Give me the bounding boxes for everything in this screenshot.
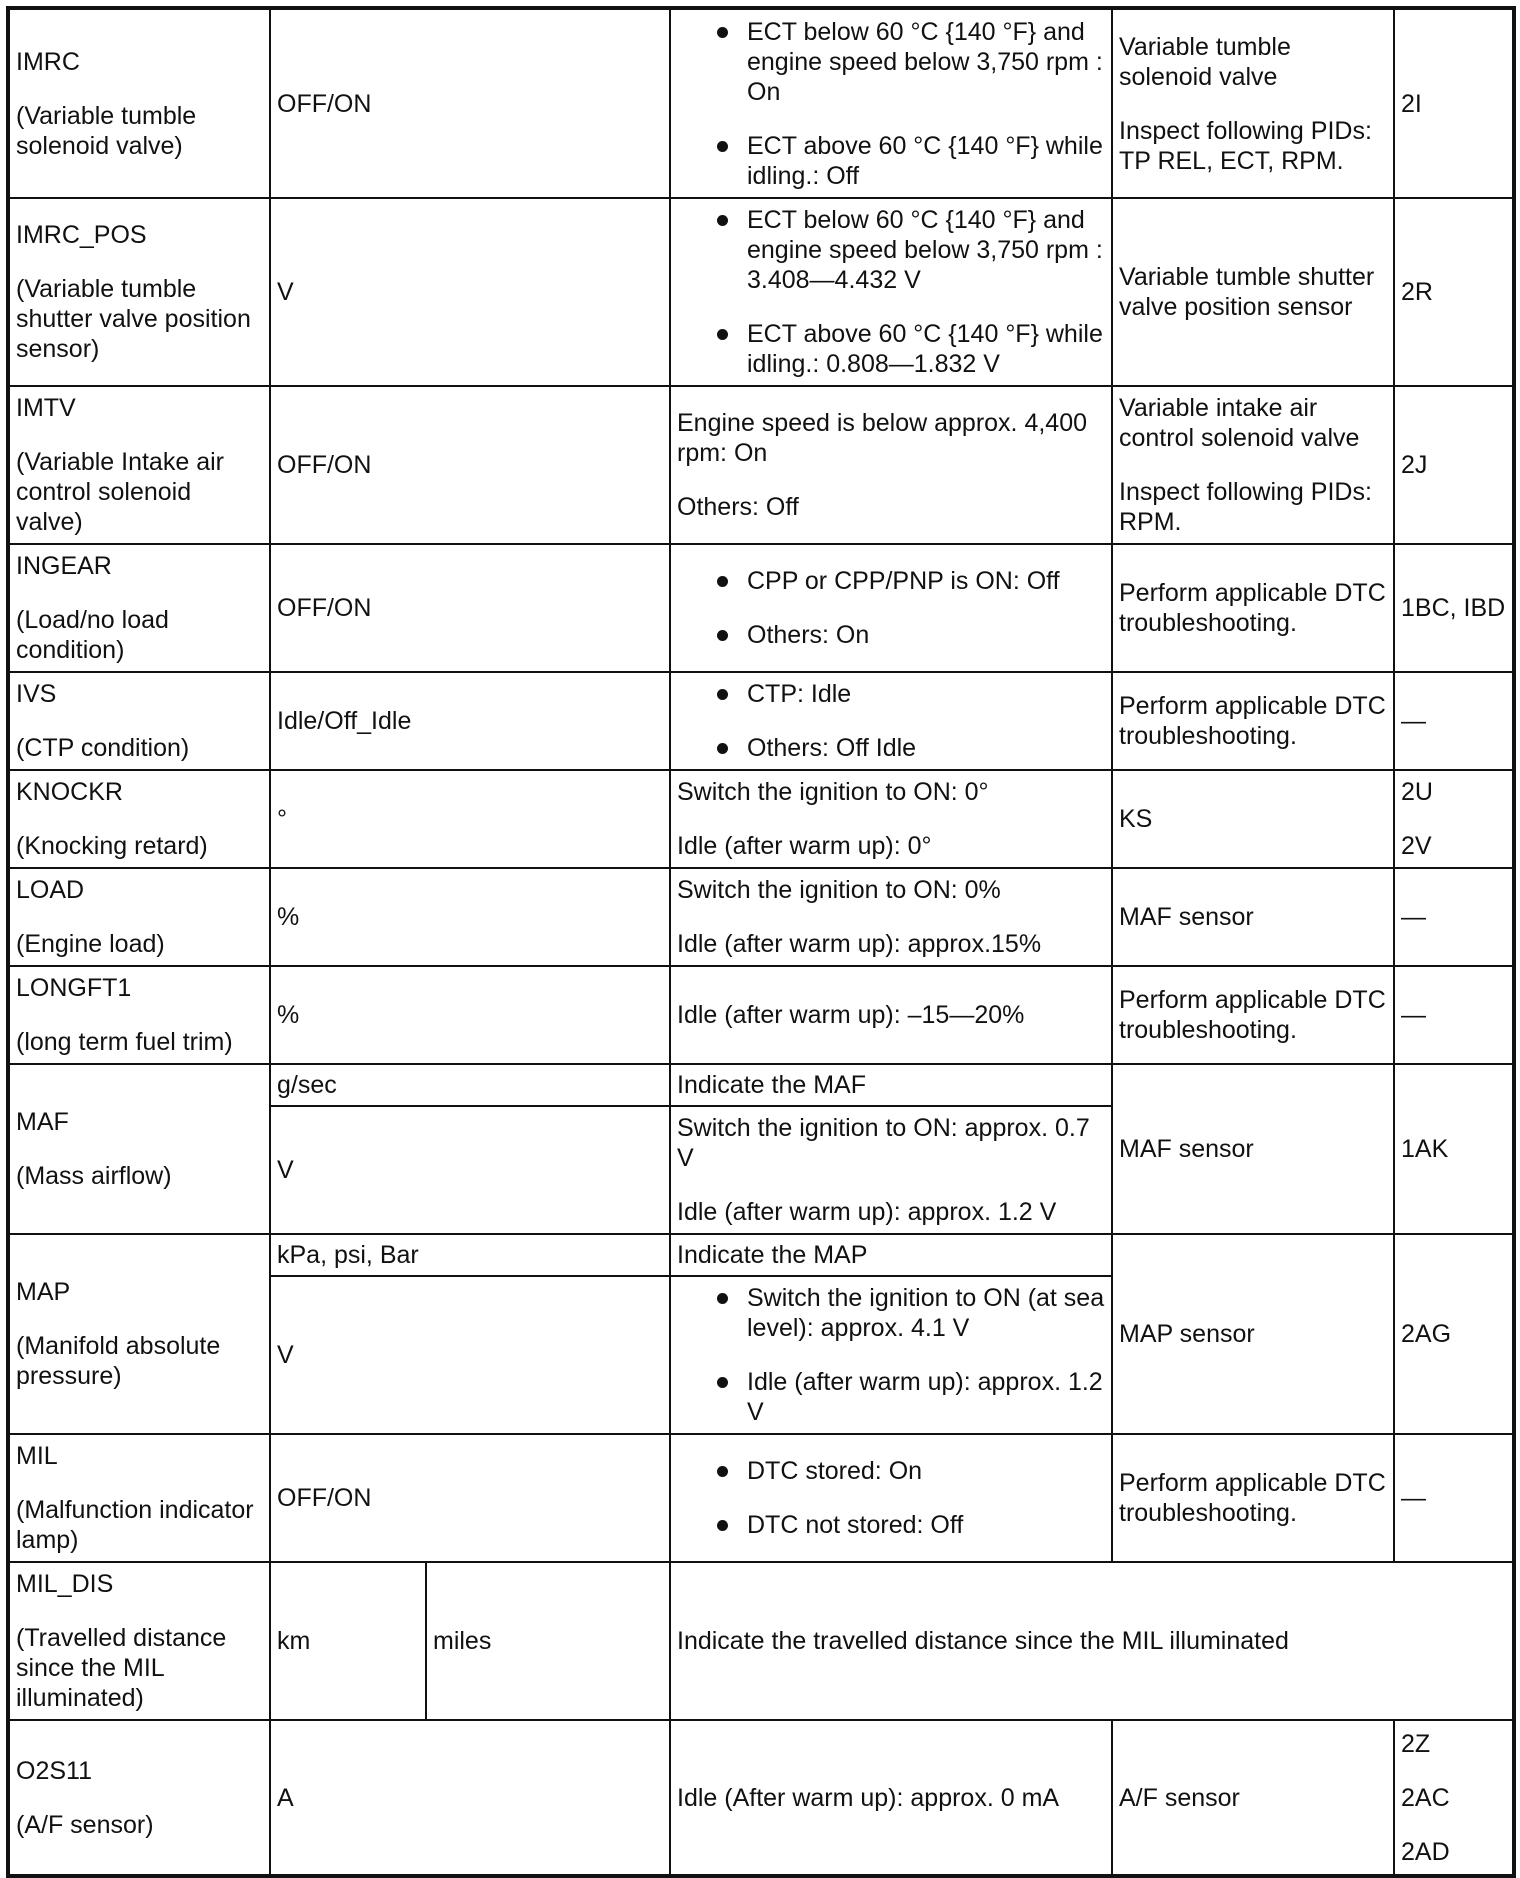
- action-text: Inspect following PIDs: TP REL, ECT, RPM.: [1119, 116, 1372, 175]
- pid-description: (long term fuel trim): [16, 1028, 233, 1056]
- pid-name: IVS: [16, 680, 57, 708]
- terminal-cell: [1394, 770, 1514, 868]
- terminal-cell: [1394, 544, 1514, 672]
- terminal-cell: [1394, 1720, 1514, 1876]
- unit-text: %: [277, 903, 300, 931]
- action-cell: [1112, 672, 1394, 770]
- table-row: [8, 544, 1514, 672]
- pid-description: (Variable tumble solenoid valve): [16, 101, 197, 160]
- table-row: [8, 1434, 1514, 1562]
- terminal-text: 2R: [1401, 278, 1433, 306]
- table-row: [8, 198, 1514, 386]
- table-row: [8, 1562, 1514, 1720]
- condition-item: Others: Off Idle: [717, 733, 1105, 763]
- table-row: [8, 1720, 1514, 1876]
- action-text: Inspect following PIDs: RPM.: [1119, 478, 1372, 536]
- terminal-cell: [1394, 198, 1514, 386]
- condition-text: Others: Off: [677, 493, 799, 521]
- pid-description: (Variable tumble shutter valve position sensor): [16, 275, 251, 363]
- unit-cell: [270, 544, 670, 672]
- condition-list: [677, 679, 1105, 763]
- unit-text: V: [277, 1341, 294, 1369]
- unit-text: OFF/ON: [277, 89, 372, 118]
- pid-name: MAF: [16, 1108, 69, 1136]
- condition-cell: [670, 198, 1112, 386]
- terminal-cell: [1394, 8, 1514, 198]
- unit-cell: [270, 8, 670, 198]
- terminal-text: 1AK: [1401, 1135, 1449, 1163]
- table-row: [8, 672, 1514, 770]
- condition-text: Indicate the travelled distance since the MIL illuminated: [677, 1627, 1289, 1655]
- unit-cell: [270, 1276, 670, 1434]
- unit-text: A: [277, 1783, 294, 1812]
- condition-cell: [670, 1064, 1112, 1106]
- unit-cell: [270, 198, 670, 386]
- terminal-text: 2AG: [1401, 1320, 1452, 1348]
- condition-item: ECT above 60 °C {140 °F} while idling.: 0.808—1.832 V: [717, 319, 1105, 379]
- condition-text: Idle (after warm up): –15—20%: [677, 1001, 1025, 1029]
- condition-list: [677, 566, 1105, 650]
- unit-text: OFF/ON: [277, 451, 372, 479]
- action-cell: [1112, 8, 1394, 198]
- action-cell: [1112, 868, 1394, 966]
- condition-list: [677, 1283, 1105, 1427]
- condition-item: CTP: Idle: [717, 679, 1105, 709]
- pid-cell: [8, 386, 270, 544]
- pid-description: (Manifold absolute pressure): [16, 1332, 221, 1390]
- action-cell: [1112, 386, 1394, 544]
- action-text: KS: [1119, 805, 1153, 833]
- pid-description: (Load/no load condition): [16, 606, 169, 664]
- terminal-text: 2Z: [1401, 1729, 1431, 1758]
- pid-description: (A/F sensor): [16, 1810, 154, 1839]
- pid-cell: [8, 198, 270, 386]
- condition-cell: [670, 1562, 1514, 1720]
- terminal-text: —: [1401, 707, 1426, 735]
- unit-text: OFF/ON: [277, 594, 372, 622]
- unit-cell: [270, 770, 670, 868]
- condition-item: Others: On: [717, 620, 1105, 650]
- unit-text: g/sec: [277, 1071, 337, 1099]
- terminal-text: —: [1401, 1001, 1426, 1029]
- condition-text: Idle (after warm up): approx. 1.2 V: [677, 1198, 1057, 1226]
- action-text: MAF sensor: [1119, 1135, 1254, 1163]
- condition-cell: [670, 1276, 1112, 1434]
- action-text: Perform applicable DTC troubleshooting.: [1119, 1469, 1386, 1527]
- pid-description: (Travelled distance since the MIL illuminated): [16, 1624, 227, 1712]
- pid-name: LOAD: [16, 876, 85, 904]
- action-cell: [1112, 966, 1394, 1064]
- terminal-cell: [1394, 386, 1514, 544]
- condition-text: Switch the ignition to ON: approx. 0.7 V: [677, 1114, 1090, 1172]
- terminal-text: 1BC, IBD: [1401, 594, 1506, 622]
- page: [6, 6, 1512, 1866]
- pid-name: MAP: [16, 1278, 71, 1306]
- condition-text: Switch the ignition to ON: 0°: [677, 778, 989, 806]
- unit-cell: [270, 1106, 670, 1234]
- terminal-text: 2I: [1401, 89, 1422, 118]
- unit-cell: [270, 672, 670, 770]
- condition-cell: [670, 672, 1112, 770]
- action-text: Perform applicable DTC troubleshooting.: [1119, 692, 1386, 750]
- table-row: [8, 1064, 1514, 1106]
- pid-cell: [8, 1234, 270, 1434]
- pid-cell: [8, 770, 270, 868]
- condition-cell: [670, 1234, 1112, 1276]
- pid-description: (Malfunction indicator lamp): [16, 1496, 254, 1554]
- terminal-text: —: [1401, 1484, 1426, 1512]
- condition-item: ECT below 60 °C {140 °F} and engine speed below 3,750 rpm : On: [717, 17, 1105, 107]
- unit-cell: [270, 1434, 670, 1562]
- pid-cell: [8, 1434, 270, 1562]
- terminal-cell: [1394, 966, 1514, 1064]
- unit-text: miles: [433, 1627, 492, 1655]
- condition-item: CPP or CPP/PNP is ON: Off: [717, 566, 1105, 596]
- table-row: [8, 966, 1514, 1064]
- unit-cell: [270, 1234, 670, 1276]
- table-row: [8, 386, 1514, 544]
- pid-name: O2S11: [16, 1756, 92, 1785]
- unit-text: %: [277, 1001, 300, 1029]
- action-cell: [1112, 198, 1394, 386]
- condition-item: Switch the ignition to ON (at sea level): approx. 4.1 V: [717, 1283, 1105, 1343]
- terminal-text: 2J: [1401, 451, 1428, 479]
- action-text: MAF sensor: [1119, 903, 1254, 931]
- action-text: Variable intake air control solenoid valve: [1119, 394, 1360, 452]
- pid-cell: [8, 868, 270, 966]
- pid-name: LONGFT1: [16, 974, 132, 1002]
- condition-text: Engine speed is below approx. 4,400 rpm: On: [677, 409, 1088, 467]
- condition-item: DTC not stored: Off: [717, 1510, 1105, 1540]
- pid-cell: [8, 544, 270, 672]
- terminal-text: 2AD: [1401, 1837, 1450, 1866]
- pid-cell: [8, 966, 270, 1064]
- condition-item: ECT above 60 °C {140 °F} while idling.: Off: [717, 131, 1105, 191]
- pid-description: (Engine load): [16, 930, 165, 958]
- pid-cell: [8, 1064, 270, 1234]
- pid-description: (Mass airflow): [16, 1162, 172, 1190]
- action-text: Perform applicable DTC troubleshooting.: [1119, 579, 1386, 637]
- pid-cell: [8, 1562, 270, 1720]
- unit-cell: [270, 868, 670, 966]
- pid-cell: [8, 8, 270, 198]
- pid-cell: [8, 1720, 270, 1876]
- condition-text: Idle (After warm up): approx. 0 mA: [677, 1783, 1060, 1812]
- action-cell: [1112, 1720, 1394, 1876]
- condition-cell: [670, 1720, 1112, 1876]
- condition-item: Idle (after warm up): approx. 1.2 V: [717, 1367, 1105, 1427]
- pid-name: IMRC_POS: [16, 221, 147, 249]
- terminal-cell: [1394, 1434, 1514, 1562]
- table-body: [8, 8, 1514, 1876]
- action-cell: [1112, 544, 1394, 672]
- condition-cell: [670, 1106, 1112, 1234]
- unit-text: V: [277, 278, 294, 306]
- condition-text: Indicate the MAF: [677, 1071, 866, 1099]
- action-text: MAP sensor: [1119, 1320, 1255, 1348]
- condition-cell: [670, 8, 1112, 198]
- pid-description: (Knocking retard): [16, 832, 208, 860]
- action-cell: [1112, 1234, 1394, 1434]
- terminal-cell: [1394, 1234, 1514, 1434]
- unit-cell: [270, 1064, 670, 1106]
- unit-text: V: [277, 1156, 294, 1184]
- condition-cell: [670, 386, 1112, 544]
- table-row: [8, 8, 1514, 198]
- terminal-cell: [1394, 868, 1514, 966]
- terminal-text: 2AC: [1401, 1783, 1450, 1812]
- pid-name: MIL: [16, 1442, 58, 1470]
- action-text: A/F sensor: [1119, 1783, 1240, 1812]
- unit-text: OFF/ON: [277, 1484, 372, 1512]
- condition-text: Idle (after warm up): approx.15%: [677, 930, 1042, 958]
- condition-cell: [670, 544, 1112, 672]
- pid-cell: [8, 672, 270, 770]
- condition-cell: [670, 1434, 1112, 1562]
- action-text: Perform applicable DTC troubleshooting.: [1119, 986, 1386, 1044]
- pid-name: INGEAR: [16, 552, 112, 580]
- pid-name: MIL_DIS: [16, 1570, 114, 1598]
- condition-text: Idle (after warm up): 0°: [677, 832, 932, 860]
- terminal-text: 2U: [1401, 778, 1433, 806]
- unit-text: kPa, psi, Bar: [277, 1241, 419, 1269]
- condition-text: Switch the ignition to ON: 0%: [677, 876, 1001, 904]
- condition-cell: [670, 966, 1112, 1064]
- condition-cell: [670, 770, 1112, 868]
- condition-item: ECT below 60 °C {140 °F} and engine speed below 3,750 rpm : 3.408—4.432 V: [717, 205, 1105, 295]
- unit-cell: [270, 966, 670, 1064]
- table-row: [8, 770, 1514, 868]
- unit-cell: [270, 386, 670, 544]
- pid-name: IMRC: [16, 47, 80, 76]
- action-cell: [1112, 1434, 1394, 1562]
- unit-km-cell: [270, 1562, 426, 1720]
- condition-item: DTC stored: On: [717, 1456, 1105, 1486]
- unit-text: Idle/Off_Idle: [277, 707, 412, 735]
- condition-list: [677, 17, 1105, 191]
- unit-miles-cell: [426, 1562, 670, 1720]
- condition-cell: [670, 868, 1112, 966]
- condition-list: [677, 205, 1105, 379]
- pid-description: (CTP condition): [16, 734, 190, 762]
- pid-name: KNOCKR: [16, 778, 123, 806]
- action-cell: [1112, 1064, 1394, 1234]
- terminal-text: —: [1401, 903, 1426, 931]
- table-row: [8, 1234, 1514, 1276]
- pid-monitor-table: [6, 6, 1516, 1878]
- action-cell: [1112, 770, 1394, 868]
- action-text: Variable tumble shutter valve position sensor: [1119, 263, 1375, 321]
- pid-description: (Variable Intake air control solenoid valve): [16, 448, 224, 536]
- terminal-cell: [1394, 672, 1514, 770]
- unit-cell: [270, 1720, 670, 1876]
- terminal-text: 2V: [1401, 832, 1432, 860]
- unit-text: km: [277, 1627, 311, 1655]
- action-text: Variable tumble solenoid valve: [1119, 32, 1291, 91]
- condition-text: Indicate the MAP: [677, 1241, 868, 1269]
- condition-list: [677, 1456, 1105, 1540]
- table-row: [8, 868, 1514, 966]
- terminal-cell: [1394, 1064, 1514, 1234]
- pid-name: IMTV: [16, 394, 76, 422]
- unit-text: °: [277, 805, 287, 833]
